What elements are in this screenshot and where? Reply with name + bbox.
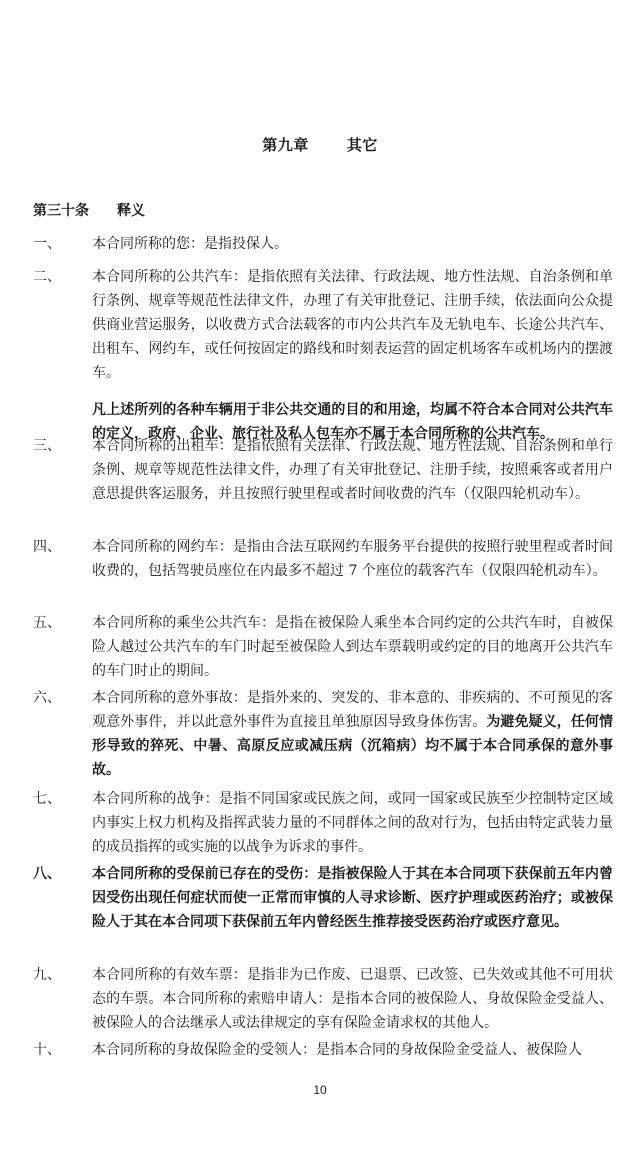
item-text-wrapper (92, 686, 613, 782)
page-number: 10 (313, 1083, 327, 1097)
item-number: 四、 (33, 539, 61, 555)
article-title: 释义 (117, 203, 145, 219)
definition-item-6 (33, 686, 613, 782)
definition-item-8 (33, 862, 613, 934)
item-number: 二、 (33, 269, 61, 285)
definition-item-9 (33, 963, 613, 1035)
item-bold-text: 为避免疑义，任何情形导致的猝死、中暑、高原反应或减压病（沉箱病）均不属于本合同承保的意外事故。 (92, 714, 614, 778)
item-text: 本合同所称的您：是指投保人。 (92, 236, 288, 252)
item-number: 五、 (33, 615, 61, 631)
item-number: 十、 (33, 1042, 61, 1058)
chapter-title: 其它 (346, 136, 378, 154)
item-text: 本合同所称的意外事故：是指外来的、突发的、非本意的、非疾病的、不可预见的客观意外事件，并以此意外事件为直接且单独原因导致身体伤害。 (92, 690, 613, 730)
chapter-heading (0, 134, 640, 155)
item-text: 本合同所称的有效车票：是指非为已作废、已退票、已改签、已失效或其他不可用状态的车票。本合同所称的索赔申请人：是指本合同的被保险人、身故保险金受益人、被保险人的合法继承人或法律规定的享有保险金请求权的其他人。 (92, 967, 613, 1031)
item-number: 七、 (33, 791, 61, 807)
item-number: 六、 (33, 690, 61, 706)
item-text: 本合同所称的公共汽车：是指依照有关法律、行政法规、地方性法规、自治条例和单行条例、规章等规范性法律文件，办理了有关审批登记、注册手续，依法面向公众提供商业营运服务，以收费方式合法载客的市内公共汽车及无轨电车、长途公共汽车、出租车、网约车，或任何按固定的路线和时刻表运营的固定机场客车或机场内的摆渡车。 (92, 269, 613, 381)
item-number: 三、 (33, 438, 61, 454)
definition-item-3 (33, 434, 613, 506)
definition-item-4 (33, 535, 613, 583)
item-text: 本合同所称的出租车：是指依照有关法律、行政法规、地方性法规、自治条例和单行条例、规章等规范性法律文件，办理了有关审批登记、注册手续，按照乘客或者用户意思提供客运服务，并且按照行驶里程或者时间收费的汽车（仅限四轮机动车）。 (92, 438, 613, 502)
item-text: 本合同所称的受保前已存在的受伤：是指被保险人于其在本合同项下获保前五年内曾因受伤出现任何症状而使一正常而审慎的人寻求诊断、医疗护理或医药治疗；或被保险人于其在本合同项下获保前五年内曾经医生推荐接受医药治疗或医疗意见。 (92, 866, 613, 930)
item-number: 八、 (33, 866, 61, 882)
item-number: 一、 (33, 236, 61, 252)
article-number: 第三十条 (33, 203, 89, 219)
item-text: 本合同所称的身故保险金的受领人：是指本合同的身故保险金受益人、被保险人 (92, 1042, 582, 1058)
definition-item-1 (33, 232, 613, 256)
item-text: 本合同所称的战争：是指不同国家或民族之间，或同一国家或民族至少控制特定区域内事实上权力机构及指挥武装力量的不同群体之间的敌对行为，包括由特定武装力量的成员指挥的或实施的以战争为诉求的事件。 (92, 791, 613, 855)
article-heading (33, 200, 145, 220)
definition-item-2 (33, 265, 613, 446)
item-text: 本合同所称的网约车：是指由合法互联网约车服务平台提供的按照行驶里程或者时间收费的，包括驾驶员座位在内最多不超过 7 个座位的载客汽车（仅限四轮机动车）。 (92, 539, 613, 579)
definition-item-10 (33, 1038, 613, 1062)
definition-item-5 (33, 611, 613, 683)
item-text: 本合同所称的乘坐公共汽车：是指在被保险人乘坐本合同约定的公共汽车时，自被保险人越过公共汽车的车门时起至被保险人到达车票载明或约定的目的地离开公共汽车的车门时止的期间。 (92, 615, 613, 679)
chapter-number: 第九章 (262, 136, 309, 154)
definition-item-7 (33, 787, 613, 859)
item-bold-note: 凡上述所列的各种车辆用于非公共交通的目的和用途，均属不符合本合同对公共汽车的定义，政府、企业、旅行社及私人包车亦不属于本合同所称的公共汽车。 (92, 402, 613, 442)
item-number: 九、 (33, 967, 61, 983)
